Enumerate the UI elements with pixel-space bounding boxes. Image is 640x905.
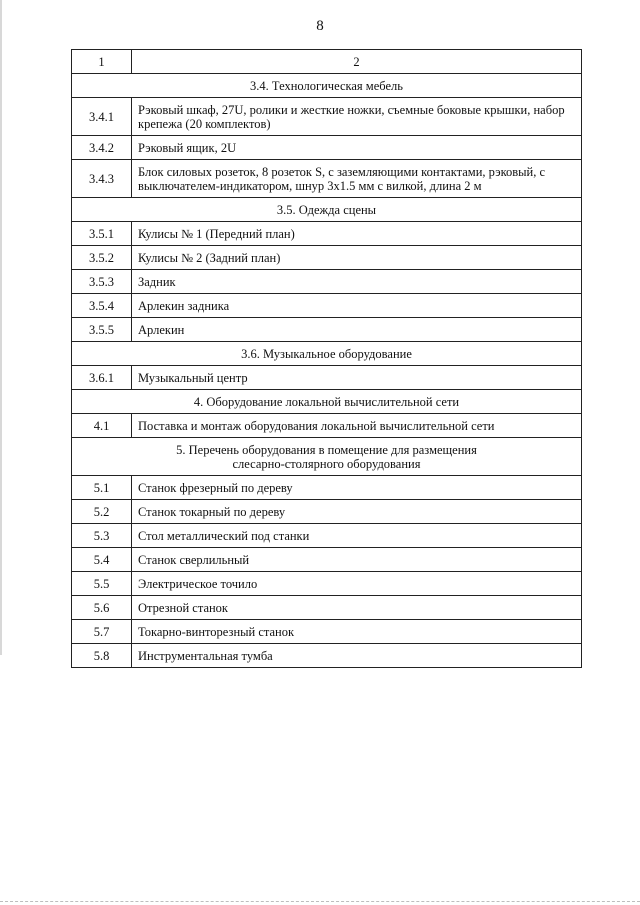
item-number: 5.5 xyxy=(72,572,132,596)
item-number: 3.5.1 xyxy=(72,222,132,246)
section-row xyxy=(72,74,582,98)
item-number: 5.4 xyxy=(72,548,132,572)
item-number: 5.1 xyxy=(72,476,132,500)
section-row xyxy=(72,438,582,476)
header-col-1: 1 xyxy=(72,50,132,74)
section-title: 4. Оборудование локальной вычислительной сети xyxy=(72,390,582,414)
header-col-2: 2 xyxy=(132,50,582,74)
item-description: Инструментальная тумба xyxy=(132,644,582,668)
scan-bottom-edge xyxy=(0,901,640,902)
item-description: Кулисы № 2 (Задний план) xyxy=(132,246,582,270)
table-row xyxy=(72,500,582,524)
item-description: Станок сверлильный xyxy=(132,548,582,572)
item-description: Отрезной станок xyxy=(132,596,582,620)
equipment-table xyxy=(71,49,582,668)
table-row xyxy=(72,160,582,198)
item-description: Стол металлический под станки xyxy=(132,524,582,548)
item-description: Станок токарный по дереву xyxy=(132,500,582,524)
table-header-row xyxy=(72,50,582,74)
section-title: 5. Перечень оборудования в помещение для размещения слесарно-столярного оборудования xyxy=(72,438,582,476)
section-row xyxy=(72,342,582,366)
item-number: 5.8 xyxy=(72,644,132,668)
item-description: Музыкальный центр xyxy=(132,366,582,390)
table-row xyxy=(72,98,582,136)
table-row xyxy=(72,596,582,620)
item-description: Задник xyxy=(132,270,582,294)
section-row xyxy=(72,390,582,414)
item-number: 5.3 xyxy=(72,524,132,548)
item-number: 3.4.3 xyxy=(72,160,132,198)
table-row xyxy=(72,270,582,294)
section-title: 3.5. Одежда сцены xyxy=(72,198,582,222)
item-description: Кулисы № 1 (Передний план) xyxy=(132,222,582,246)
table-row xyxy=(72,246,582,270)
item-description: Электрическое точило xyxy=(132,572,582,596)
item-number: 3.5.2 xyxy=(72,246,132,270)
section-row xyxy=(72,198,582,222)
item-description: Арлекин задника xyxy=(132,294,582,318)
section-title: 3.4. Технологическая мебель xyxy=(72,74,582,98)
item-number: 5.2 xyxy=(72,500,132,524)
item-number: 4.1 xyxy=(72,414,132,438)
table-row xyxy=(72,620,582,644)
item-number: 3.4.2 xyxy=(72,136,132,160)
section-title: 3.6. Музыкальное оборудование xyxy=(72,342,582,366)
item-description: Станок фрезерный по дереву xyxy=(132,476,582,500)
table-row xyxy=(72,414,582,438)
item-number: 3.5.4 xyxy=(72,294,132,318)
item-description: Блок силовых розеток, 8 розеток S, с заземляющими контактами, рэковый, с выключателем-индикатором, шнур 3x1.5 мм с вилкой, длина 2 м xyxy=(132,160,582,198)
table-row xyxy=(72,644,582,668)
page-number: 8 xyxy=(316,18,324,34)
item-number: 5.6 xyxy=(72,596,132,620)
item-description: Поставка и монтаж оборудования локальной вычислительной сети xyxy=(132,414,582,438)
scan-edge xyxy=(0,0,2,655)
table-row xyxy=(72,294,582,318)
item-number: 3.5.3 xyxy=(72,270,132,294)
table-row xyxy=(72,318,582,342)
table-row xyxy=(72,572,582,596)
table-row xyxy=(72,476,582,500)
item-description: Рэковый ящик, 2U xyxy=(132,136,582,160)
table-row xyxy=(72,136,582,160)
item-number: 5.7 xyxy=(72,620,132,644)
item-description: Арлекин xyxy=(132,318,582,342)
item-number: 3.6.1 xyxy=(72,366,132,390)
item-description: Токарно-винторезный станок xyxy=(132,620,582,644)
table-row xyxy=(72,366,582,390)
item-description: Рэковый шкаф, 27U, ролики и жесткие ножки, съемные боковые крышки, набор крепежа (20 комплектов) xyxy=(132,98,582,136)
table-row xyxy=(72,222,582,246)
table-row xyxy=(72,548,582,572)
table-row xyxy=(72,524,582,548)
item-number: 3.5.5 xyxy=(72,318,132,342)
item-number: 3.4.1 xyxy=(72,98,132,136)
